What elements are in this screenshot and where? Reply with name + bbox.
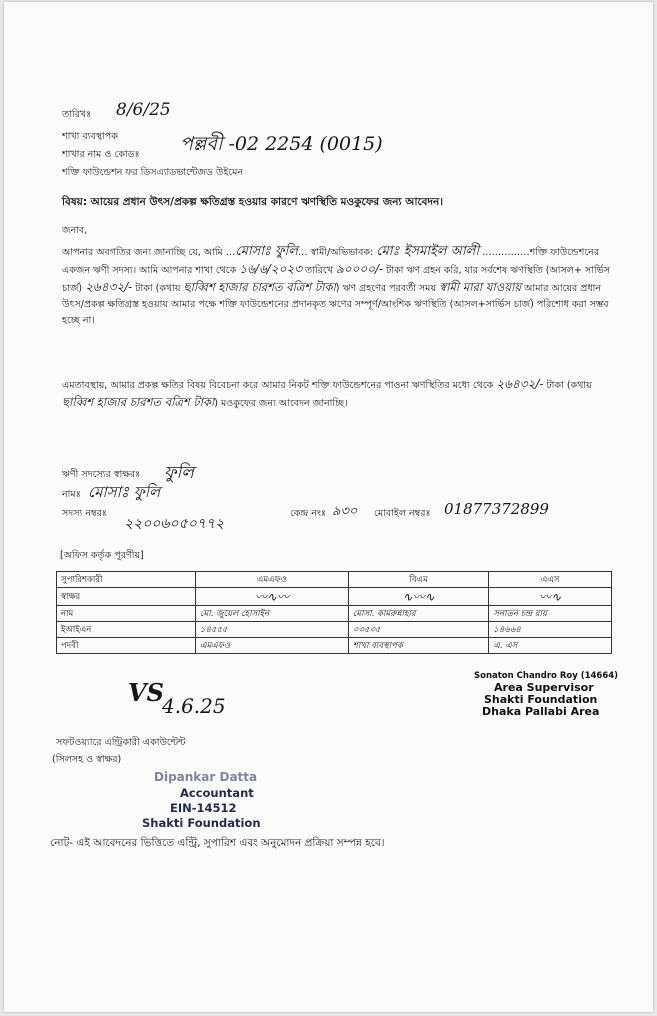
accountant-stamp-org: Shakti Foundation [142,816,261,830]
para1-text-3: শক্তি ফাউন্ডেশনের একজন ঋণী সদস্য। আমি আপনার শাখা থেকে [62,247,600,276]
table-cell: ০৩৫৩৫ [348,622,488,638]
member-name-value: মোসাঃ ফুলি [88,483,161,501]
para2-text-2: টাকা (কথায় [546,380,592,391]
table-cell: এ. এস [489,638,612,654]
member-signature: ফুলি [164,463,194,483]
as-stamp-area: Dhaka Pallabi Area [482,705,600,718]
waive-amount: ২৬৪৩২/- [496,377,544,391]
guardian-name: মোঃ ইসমাইল আলী [376,244,480,259]
table-cell: এমএফও [196,638,349,654]
para2-text-1: এমতাবস্থায়, আমার প্রকল্প ক্ষতির বিষয় বিবেচনা করে আমার নিকট শক্তি ফাউন্ডেশনের পাওনা ঋণস্থিতির মধ্যে থেকে [62,380,494,391]
table-cell: সনাতন চন্দ্র রায় [489,606,612,622]
table-cell: মো. জুয়েল হোসাইন [196,606,349,622]
para1-text-8: আমার আয়ের প্রধান উৎস/প্রকল্প ক্ষতিগ্রস্ত হওয়ায় আমার পক্ষে শক্তি ফাউন্ডেশনের প্রদানকৃত ঋণের সম্পূর্ণ/আংশিক ঋণস্থিতি (আসল+সার্ভিস চার্জ) পরিশোধ করা সম্ভব হচ্ছে না। [62,283,609,326]
as-stamp-org: Shakti Foundation [484,693,598,706]
signature-cell: ∿〰∿ [348,588,488,606]
row-label-signature: স্বাক্ষর [57,588,196,606]
application-page [4,2,653,1012]
para1-text-1: আপনার অবগতির জন্য জানাচ্ছি যে, আমি [62,247,223,258]
table-row [57,606,612,622]
row-label-designation: পদবী [57,638,196,654]
member-signature-label: ঋণী সদস্যের স্বাক্ষরঃ [62,469,141,480]
member-number-value: ২২০০৬০৫০৭৭২ [124,516,225,532]
table-header-cell: সুপারিশকারী [57,572,196,588]
balance-words: ছাব্বিশ হাজার চারশত বত্রিশ টাকা [183,280,336,294]
date-label: তারিখঃ [62,109,92,120]
centre-label: কেন্দ্র নংঃ [290,508,327,519]
as-stamp-name: Sonaton Chandro Roy (14664) [474,671,619,681]
row-label-name: নাম [57,606,196,622]
approval-date: 4.6.25 [162,694,226,718]
balance-amount: ২৬৪৩২/- [85,280,133,294]
waive-words: ছাব্বিশ হাজার চারশত বত্রিশ টাকা [62,395,215,409]
as-stamp-title: Area Supervisor [494,681,594,694]
loan-amount: ৯০০০০/- [335,262,384,276]
table-cell: ১৪৫৫৫ [196,622,349,638]
footer-note: নোট- এই আবেদনের ভিত্তিতে এন্ট্রি, সুপারিশ এবং অনুমোদন প্রক্রিয়া সম্পন্ন হবে। [50,837,385,849]
date-value: 8/6/25 [116,100,171,120]
accountant-sub-label: (সিলসহ ও স্বাক্ষর) [52,754,122,765]
member-name-label: নামঃ [62,489,81,500]
table-cell: শাখা ব্যবস্থাপক [348,638,488,654]
table-header-cell: এমএফও [196,572,349,588]
signature-cell: 〰∿ [489,588,612,606]
accountant-stamp-ein: EIN-14512 [170,801,237,815]
para1-text-4: তারিখে [305,265,333,276]
para1-text-6: টাকা (কথায় [135,283,181,294]
table-header-cell: বিএম [348,572,488,588]
body-paragraph-1: আপনার অবগতির জন্য জানাচ্ছি যে, আমি …মোসাঃ ফুলি… স্বামী/অভিভাবক: মোঃ ইসমাইল আলী ……………শক্তি ফাউন্ডেশনের একজন ঋণী সদস্য। আমি আপনার শাখা থেকে ১৬/৬/২০২৩ তারিখে ৯০০০০/- টাকা ঋণ গ্রহন করি, যার সর্বশেষ ঋণস্থিতি (আসল+ সার্ভিস চার্জ) ২৬৪৩২/- টাকা (কথায় ছাব্বিশ হাজার চারশত বত্রিশ টাকা) ঋণ গ্রহণের পরবর্তী সময় স্বামী মারা যাওয়ায় আমার আয়ের প্রধান উৎস/প্রকল্প ক্ষতিগ্রস্ত হওয়ায় আমার পক্ষে শক্তি ফাউন্ডেশনের প্রদানকৃত ঋণের সম্পূর্ণ/আংশিক ঋণস্থিতি (আসল+সার্ভিস চার্জ) পরিশোধ করা সম্ভব হচ্ছে না। [62,244,610,326]
org-line: শক্তি ফাউন্ডেশন ফর ডিসএ্যাডভান্টেজড উইমেন [62,167,244,178]
subject-line: বিষয়: আয়ের প্রধান উৎস/প্রকল্প ক্ষতিগ্রস্ত হওয়ার কারণে ঋণস্থিতি মওকুফের জন্য আবেদন। [62,196,444,208]
table-cell: মোসা. কামরুন্নাহার [348,606,488,622]
table-row [57,588,612,606]
branch-name-label: শাখার নাম ও কোডঃ [62,149,140,160]
para1-text-2: স্বামী/অভিভাবক: [310,247,374,258]
table-header-cell: এএস [489,572,612,588]
borrower-name: মোসাঃ ফুলি [235,244,298,259]
branch-manager-label: শাখা ব্যবস্থাপক [62,131,118,142]
damage-reason: স্বামী মারা যাওয়ায় [439,280,522,294]
accountant-label: সফটওয়্যারে এন্ট্রিকারী একাউন্টেন্ট [56,737,186,748]
table-header-row [57,572,612,588]
recommendation-table [56,571,612,654]
body-paragraph-2: এমতাবস্থায়, আমার প্রকল্প ক্ষতির বিষয় বিবেচনা করে আমার নিকট শক্তি ফাউন্ডেশনের পাওনা ঋণস্থিতির মধ্যে থেকে ২৬৪৩২/- টাকা (কথায় ছাব্বিশ হাজার চারশত বত্রিশ টাকা) মওকুফের জন্য আবেদন জানাচ্ছি। [62,377,592,409]
member-number-label: সদস্য নম্বরঃ [62,508,107,519]
signature-cell: 〰∿〰 [196,588,349,606]
para1-text-7: ঋণ গ্রহণের পরবর্তী সময় [342,283,437,294]
mobile-value: 01877372899 [444,500,549,518]
mobile-label: মোবাইল নম্বরঃ [374,508,431,519]
para2-text-3: মওকুফের জন্য আবেদন জানাচ্ছি। [221,398,348,409]
approval-initials: VS [128,678,164,707]
table-row [57,638,612,654]
centre-value: ৯৩০ [332,504,358,519]
accountant-stamp-name: Dipankar Datta [154,770,258,784]
loan-date: ১৬/৬/২০২৩ [239,262,302,276]
row-label-ein: ইআইএন [57,622,196,638]
salutation: জনাব, [62,225,88,236]
table-cell: ১৪৬৬৪ [489,622,612,638]
table-row [57,622,612,638]
office-heading: [অফিস কর্তৃক পূরণীয়] [60,550,144,561]
para1-text-5: টাকা ঋণ গ্রহন করি, যার সর্বশেষ ঋণস্থিতি (আসল+ সার্ভিস চার্জ) [62,265,610,294]
accountant-stamp-title: Accountant [180,786,254,800]
branch-name-value: পল্লবী -02 2254 (0015) [180,133,383,155]
